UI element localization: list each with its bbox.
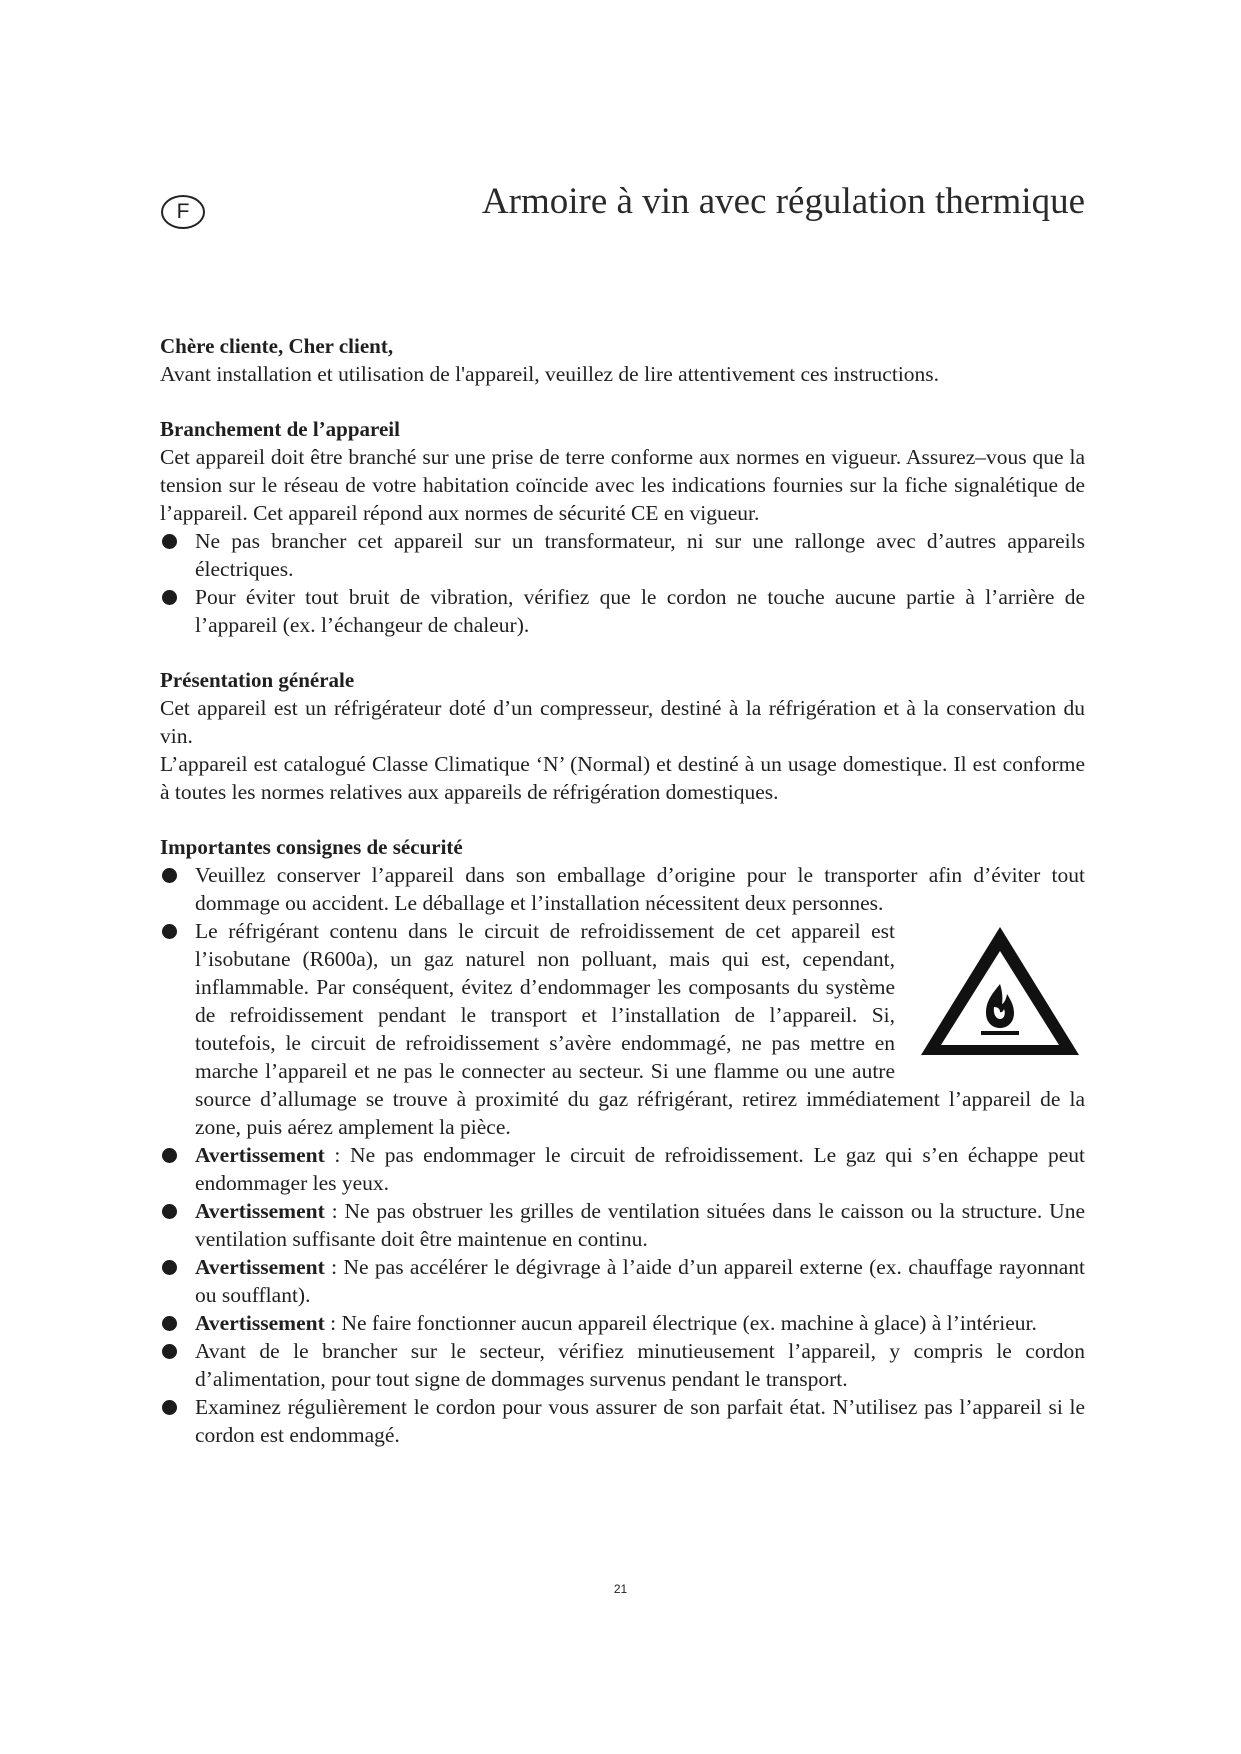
list-item: [160, 1309, 1085, 1337]
list-item: [160, 861, 1085, 917]
page-content: [160, 332, 1085, 1449]
presentation-heading: Présentation générale: [160, 668, 355, 692]
securite-section: [160, 833, 1085, 1449]
list-item: [160, 1197, 1085, 1253]
warning-text: : Ne pas obstruer les grilles de ventilation situées dans le caisson ou la structure. Une ventilation suffisante doit être maintenue en continu.: [195, 1199, 1085, 1251]
warning-label: Avertissement: [195, 1199, 325, 1223]
list-item: [160, 1253, 1085, 1309]
list-item: [160, 527, 1085, 583]
bullet-icon: [162, 1344, 177, 1359]
securite-heading: Importantes consignes de sécurité: [160, 835, 463, 859]
branchement-heading: Branchement de l’appareil: [160, 417, 400, 441]
language-badge: F: [161, 195, 205, 229]
greeting-text: Avant installation et utilisation de l'appareil, veuillez de lire attentivement ces instructions.: [160, 362, 940, 386]
list-item-text: Pour éviter tout bruit de vibration, vérifiez que le cordon ne touche aucune partie à l’arrière de l’appareil (ex. l’échangeur de chaleur).: [195, 585, 1085, 637]
list-item: [160, 583, 1085, 639]
bullet-icon: [162, 1204, 177, 1219]
list-item-text: Examinez régulièrement le cordon pour vous assurer de son parfait état. N’utilisez pas l’appareil si le cordon est endommagé.: [195, 1395, 1085, 1447]
list-item-text: Veuillez conserver l’appareil dans son emballage d’origine pour le transporter afin d’éviter tout dommage ou accident. Le déballage et l’installation nécessitent deux personnes.: [195, 863, 1085, 915]
warning-label: Avertissement: [195, 1255, 325, 1279]
warning-text: : Ne pas accélérer le dégivrage à l’aide d’un appareil externe (ex. chauffage rayonnant ou soufflant).: [195, 1255, 1085, 1307]
warning-label: Avertissement: [195, 1143, 325, 1167]
greeting-heading: Chère cliente, Cher client,: [160, 334, 394, 358]
securite-bullets: [160, 861, 1085, 1449]
bullet-icon: [162, 1400, 177, 1415]
list-item: [160, 1393, 1085, 1449]
bullet-icon: [162, 1260, 177, 1275]
list-item-text: Avant de le brancher sur le secteur, vérifiez minutieusement l’appareil, y compris le cordon d’alimentation, pour tout signe de dommages survenus pendant le transport.: [195, 1339, 1085, 1391]
branchement-bullets: [160, 527, 1085, 639]
presentation-text-2: L’appareil est catalogué Classe Climatique ‘N’ (Normal) et destiné à un usage domestique. Il est conforme à toutes les normes relatives aux appareils de réfrigération domestiques.: [160, 752, 1085, 804]
warning-text: : Ne faire fonctionner aucun appareil électrique (ex. machine à glace) à l’intérieur.: [324, 1311, 1037, 1335]
list-item-text: Ne pas brancher cet appareil sur un transformateur, ni sur une rallonge avec d’autres appareils électriques.: [195, 529, 1085, 581]
page-title: Armoire à vin avec régulation thermique: [481, 181, 1085, 222]
presentation-section: [160, 666, 1085, 806]
bullet-icon: [162, 590, 177, 605]
list-item: [160, 1337, 1085, 1393]
page-number: 21: [613, 1582, 628, 1596]
bullet-icon: [162, 1316, 177, 1331]
flammable-warning-icon: [915, 921, 1085, 1061]
presentation-text-1: Cet appareil est un réfrigérateur doté d’un compresseur, destiné à la réfrigération et à la conservation du vin.: [160, 696, 1085, 748]
list-item: [160, 1141, 1085, 1197]
branchement-text: Cet appareil doit être branché sur une prise de terre conforme aux normes en vigueur. Assurez–vous que la tension sur le réseau de votre habitation coïncide avec les indications fournies sur la fiche signalétique de l’appareil. Cet appareil répond aux normes de sécurité CE en vigueur.: [160, 445, 1085, 525]
bullet-icon: [162, 924, 177, 939]
warning-label: Avertissement: [195, 1311, 325, 1335]
bullet-icon: [162, 868, 177, 883]
branchement-section: [160, 415, 1085, 639]
list-item-text: Le réfrigérant contenu dans le circuit de refroidissement de cet appareil est l’isobutane (R600a), un gaz naturel non polluant, mais qui est, cependant, inflammable. Par conséquent, évitez d’endommager les composants du système de refroidissement pendant le transport et l’installation de l’appareil. Si, toutefois, le circuit de refroidissement s’avère endommagé, ne pas mettre en marche l’appareil et ne pas le connecter au secteur. Si une flamme ou une autre source d’allumage se trouve à proximité du gaz réfrigérant, retirez immédiatement l’appareil de la zone, puis aérez amplement la pièce.: [195, 919, 1085, 1139]
warning-text: : Ne pas endommager le circuit de refroidissement. Le gaz qui s’en échappe peut endommager les yeux.: [195, 1143, 1085, 1195]
greeting-section: [160, 332, 1085, 388]
list-item: [160, 917, 1085, 1141]
bullet-icon: [162, 534, 177, 549]
bullet-icon: [162, 1148, 177, 1163]
